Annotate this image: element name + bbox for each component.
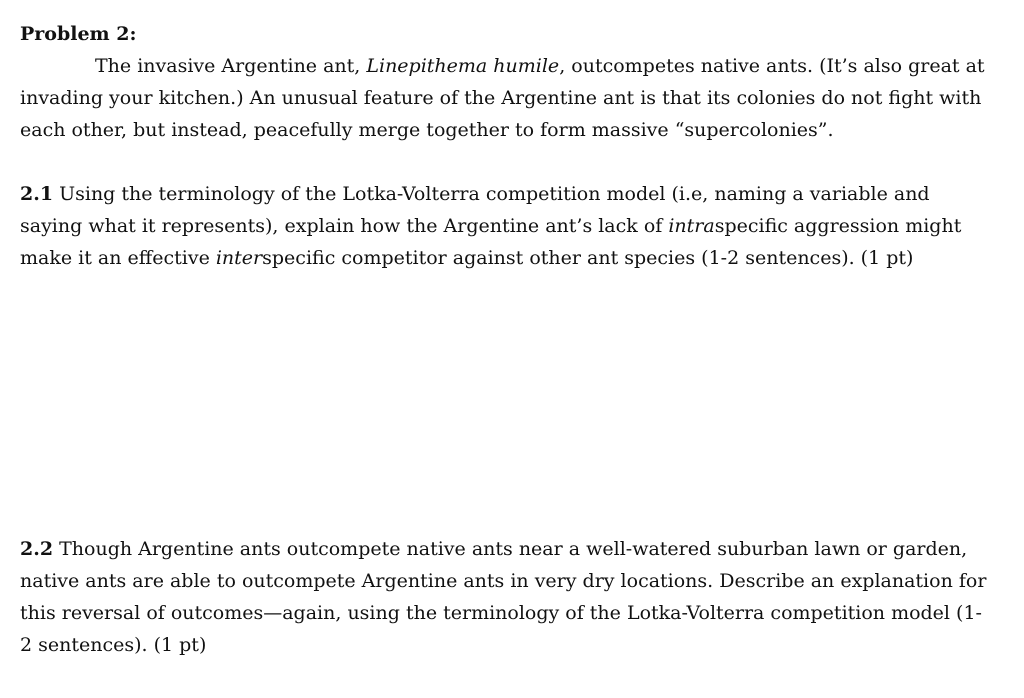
intro-text-part1: The invasive Argentine ant, — [95, 55, 367, 77]
intro-text-part2: , outcompetes native ants. (It’s also great at invading your kitchen.) An unusual feature of the Argentine ant is that its colonies do not fight with each other, but instead, peacefully merge together to form massive “supercolonies”. — [20, 55, 985, 141]
question-2-2-text: Though Argentine ants outcompete native ants near a well-watered suburban lawn or garden, native ants are able to outcompete Argentine ants in very dry locations. Describe an explanation for this reversal of outcomes—again, using the terminology of the Lotka-Volterra competition model (1-2 sentences). (1 pt) — [20, 538, 987, 656]
problem-title: Problem 2: — [20, 23, 137, 45]
question-2-1-emphasis-intra: intra — [668, 215, 715, 237]
question-2-1-text-part2: specific aggression might make it an effective — [20, 215, 962, 269]
answer-space-2-1 — [20, 274, 990, 275]
problem-intro — [20, 50, 990, 146]
question-2-1-text-part3: specific competitor against other ant species (1-2 sentences). (1 pt) — [262, 247, 914, 269]
question-2-1 — [20, 178, 990, 274]
question-2-1-emphasis-inter: inter — [215, 247, 263, 269]
question-2-2-number: 2.2 — [20, 538, 54, 560]
document-page — [20, 18, 990, 656]
species-name: Linepithema humile — [366, 55, 560, 77]
question-2-1-text-part1: Using the terminology of the Lotka-Volterra competition model (i.e, naming a variable and saying what it represents), explain how the Argentine ant’s lack of — [20, 183, 930, 237]
question-2-2 — [20, 533, 990, 661]
question-2-1-number: 2.1 — [20, 183, 54, 205]
